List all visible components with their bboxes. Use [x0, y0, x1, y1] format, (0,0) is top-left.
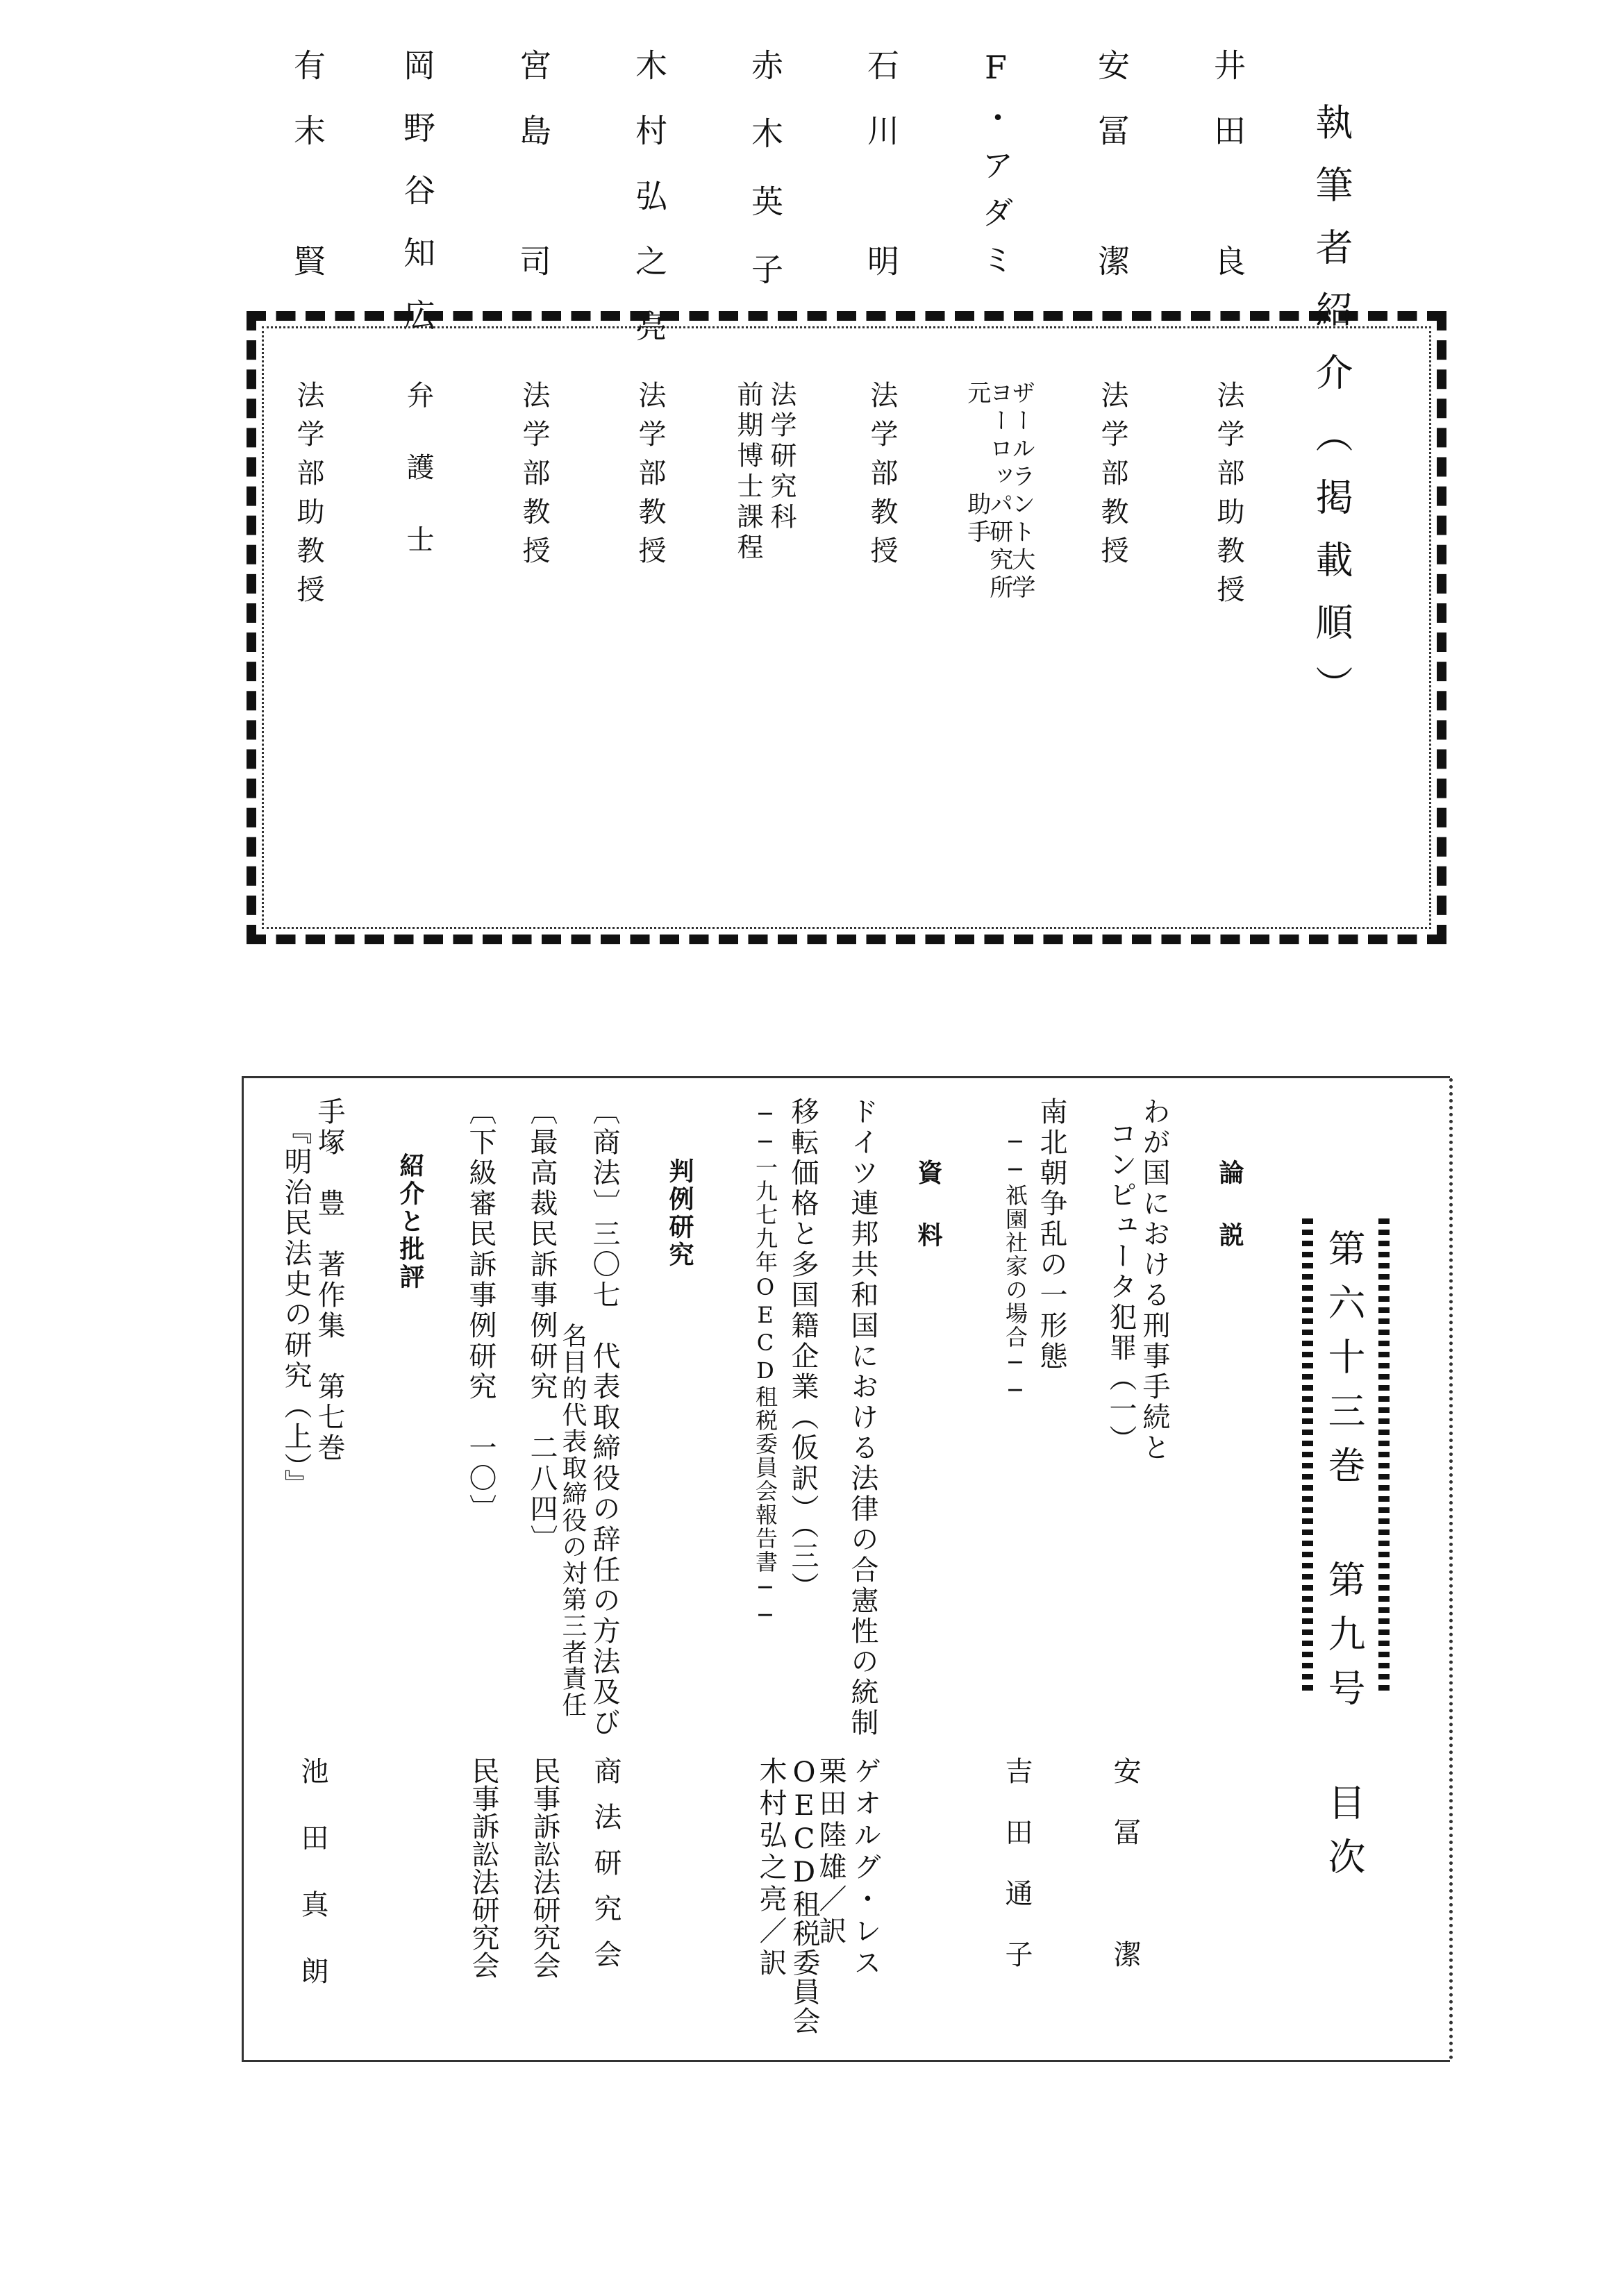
- article-author: 吉田通子: [1001, 1757, 1033, 2001]
- author-name: 井田 良: [1209, 49, 1246, 310]
- author-name: 宮島 司: [515, 49, 552, 310]
- case-title-line: 名目的代表取締役の対第三者責任: [558, 1323, 587, 1718]
- section-label-shokai: 紹介と批評: [396, 1153, 424, 1291]
- case-author: 商法研究会: [590, 1757, 622, 1986]
- case-author: 民事訴訟法研究会: [528, 1757, 560, 1979]
- section-label-hanrei: 判例研究: [665, 1158, 694, 1269]
- article-author-line: 木村弘之亮／訳: [755, 1757, 787, 1980]
- author-name: 安冨 潔: [1093, 49, 1131, 310]
- author-title-line: ヨーロッパ研究所: [985, 380, 1013, 603]
- author-name: 岡野谷知広: [399, 49, 436, 361]
- article-subtitle: ──一九七九年OECD租税委員会報告書──: [752, 1100, 778, 1629]
- author-title-line: 法学研究科: [766, 380, 797, 533]
- article-author-line: 栗田陸雄／訳: [815, 1757, 846, 1948]
- case-author: 民事訴訟法研究会: [467, 1757, 499, 1979]
- case-title-line: 〔商法〕三〇七 代表取締役の辞任の方法及び: [588, 1097, 620, 1738]
- case-title-line: 〔下級審民訴事例研究 一〇〕: [465, 1097, 497, 1525]
- article-title-line: コンピュータ犯罪（一）: [1105, 1119, 1137, 1455]
- article-title-line: 移転価格と多国籍企業（仮訳）（三）: [787, 1097, 819, 1602]
- article-title-line: わが国における刑事手続と: [1138, 1097, 1170, 1464]
- heading-border-left: [1302, 1218, 1313, 1691]
- author-title: 弁護士: [402, 380, 434, 597]
- author-name: 石川 明: [862, 49, 900, 310]
- article-author: 安冨 潔: [1109, 1757, 1141, 2001]
- case-title-line: 〔最高裁民訴事例研究 二八四〕: [526, 1097, 558, 1555]
- section-label-ronsetsu: 論説: [1215, 1159, 1244, 1284]
- author-title: 法学部教授: [518, 380, 550, 575]
- article-title-line: 南北朝争乱の一形態: [1035, 1097, 1067, 1372]
- article-title-line: ドイツ連邦共和国における法律の合憲性の統制: [846, 1097, 878, 1738]
- section-label-shiryo: 資料: [914, 1159, 942, 1284]
- author-name: 有末 賢: [289, 49, 326, 310]
- author-name: 木村弘之亮: [631, 49, 668, 375]
- authors-heading: 執筆者紹介（掲載順）: [1310, 103, 1353, 728]
- review-title-line: 手塚 豊 著作集 第七巻: [313, 1097, 345, 1464]
- author-title: 法学部教授: [634, 380, 666, 575]
- author-title: 法学部助教授: [1212, 380, 1244, 614]
- review-author: 池田真朗: [297, 1757, 328, 2023]
- review-title-line: 『明治民法史の研究（上）』: [280, 1116, 312, 1500]
- article-author-line: OECD租税委員会: [788, 1757, 820, 2036]
- author-title: 法学部教授: [1096, 380, 1128, 575]
- author-name: F・アダミ: [977, 49, 1015, 290]
- contents-heading: 第六十三巻 第九号 目次: [1322, 1229, 1366, 1891]
- author-title-line: 前期博士課程: [733, 380, 763, 564]
- author-title: 法学部教授: [866, 380, 898, 575]
- article-author-line: ゲオルグ・レス: [849, 1757, 881, 1980]
- author-title: 法学部助教授: [292, 380, 324, 614]
- article-subtitle: ──祇園社家の場合──: [1002, 1128, 1028, 1405]
- heading-border-right: [1378, 1218, 1390, 1691]
- author-title-line: 元 助手: [962, 380, 991, 547]
- author-title-line: ザールラント大学: [1007, 380, 1035, 603]
- author-name: 赤木英子: [747, 49, 784, 321]
